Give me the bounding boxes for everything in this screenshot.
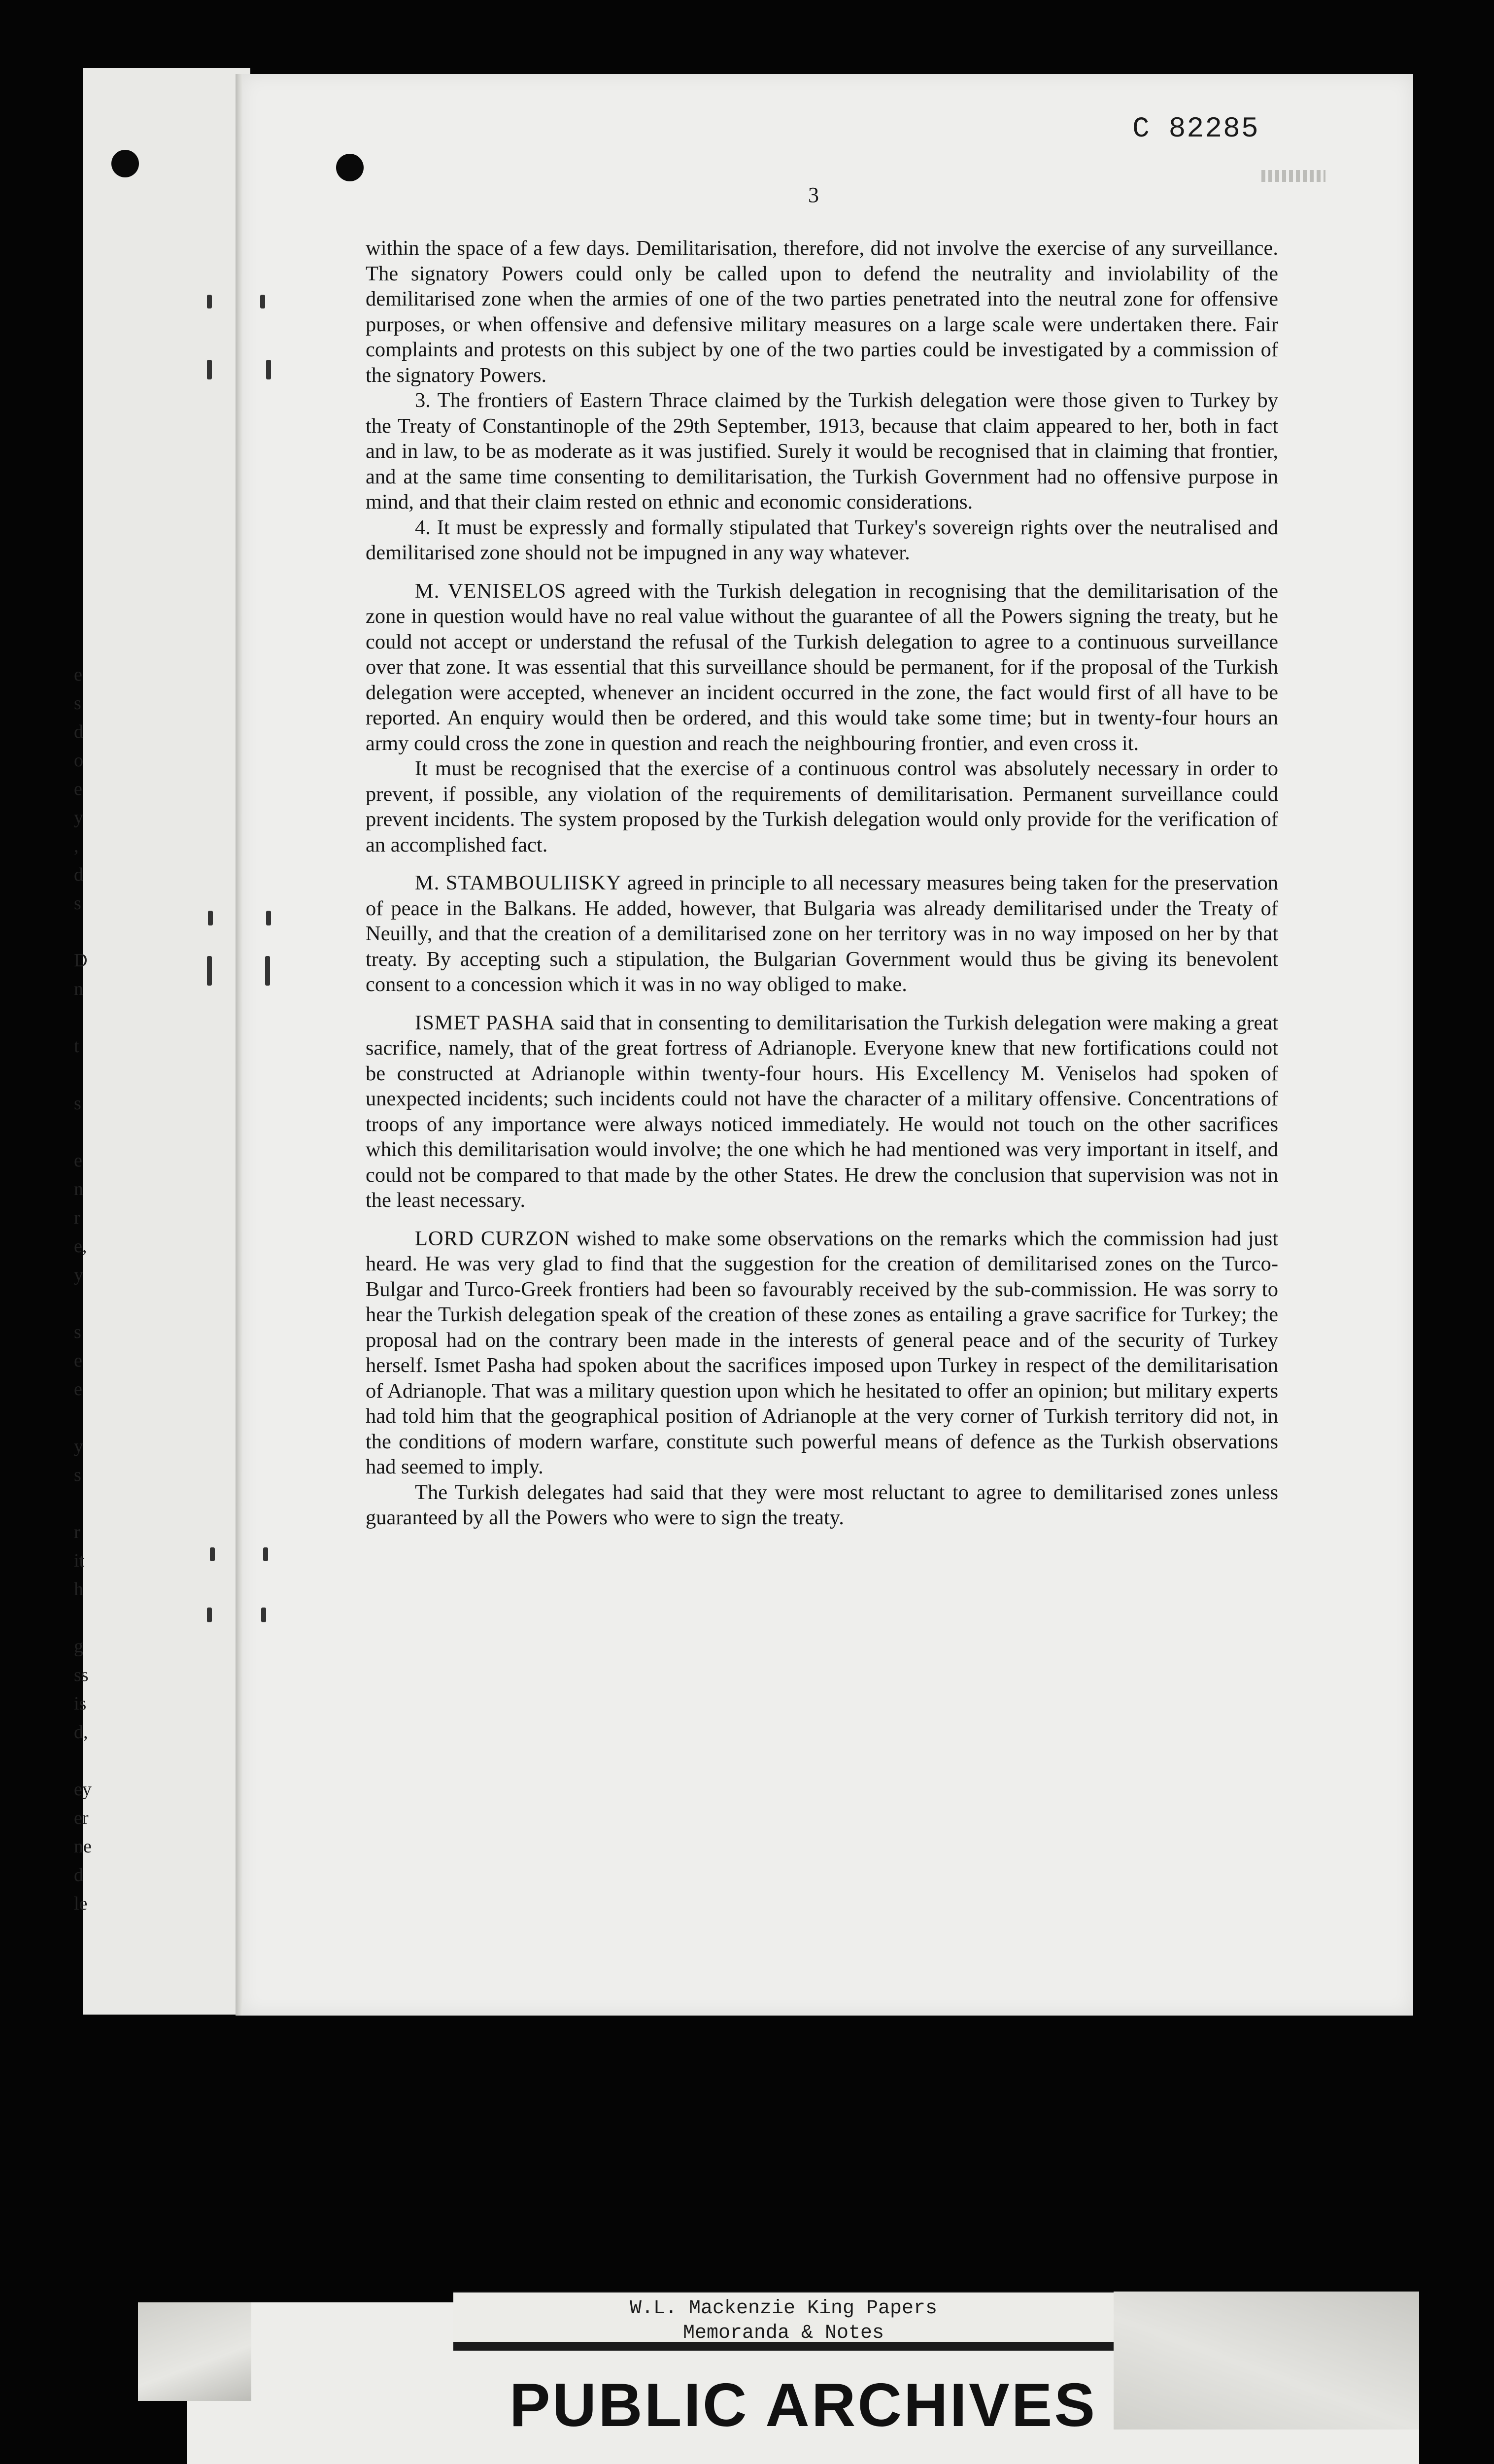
paragraph-text: said that in consenting to demilitarisation the Turkish delegation were making a great sacrifice, namely, that of the great fortress of Adrianople. Everyone knew that new fortifications could not be constructed at Adrianople within twenty-four hours. His Excellency M. Veniselos had spoken of unexpected incidents; such incidents could not have the character of a military offensive. Concentrations of troops of any importance were always noticed immediately. He would not touch on the other sacrifices which this demilitarisation would involve; the one which he had mentioned was very important in itself, and could not be compared to that made by the other States. He drew the conclusion that supervision was not in the least necessary.: [366, 1011, 1278, 1212]
staple-mark: [260, 295, 265, 308]
speaker-name: ISMET PASHA: [415, 1011, 555, 1034]
document-body: [366, 236, 1278, 1531]
margin-fragment: ne: [74, 1836, 92, 1857]
punch-hole-right: [336, 154, 364, 181]
margin-fragment: le: [74, 1893, 88, 1914]
paragraph: [366, 756, 1278, 857]
margin-fragment: [74, 1489, 103, 1518]
margin-fragment: d: [74, 864, 83, 885]
margin-fragment: [74, 1604, 103, 1632]
collection-series: Memoranda & Notes: [682, 2322, 884, 2344]
paragraph: [366, 388, 1278, 515]
margin-fragment: ,: [74, 836, 79, 856]
margin-fragment: e: [74, 1150, 82, 1171]
collection-name: W.L. Mackenzie King Papers: [629, 2297, 938, 2320]
staple-mark: [207, 295, 212, 308]
staple-mark: [207, 1608, 212, 1622]
margin-fragment: e: [74, 664, 82, 685]
margin-fragment: d,: [74, 1722, 88, 1743]
margin-fragment: [74, 1746, 103, 1775]
margin-fragment: y: [74, 807, 83, 828]
margin-fragment: y: [74, 1436, 83, 1457]
margin-fragment: [74, 1118, 103, 1146]
margin-fragment: e: [74, 779, 82, 799]
margin-fragment: [74, 1403, 103, 1432]
margin-fragment: n: [74, 979, 83, 999]
margin-fragment: e: [74, 1350, 82, 1371]
staple-mark: [266, 911, 271, 925]
speaker-name: LORD CURZON: [415, 1227, 570, 1250]
paragraph-text: wished to make some observations on the remarks which the commission had just heard. He was very glad to find that the suggestion for the creation of demilitarised zones on the Turco-Bulgar and Turco-Greek frontiers had been so favourably received by the sub-commission. He was sorry to hear the Turkish delegation speak of the creation of these zones as entailing a grave sacrifice for Turkey; the proposal had on the contrary been made in the interests of general peace and of the security of Turkey herself. Ismet Pasha had spoken about the sacrifices imposed upon Turkey in respect of the demilitarisation of Adrianople. That was a military question upon which he hesitated to offer an opinion; but military experts had told him that the geographical position of Adrianople at the very corner of Turkish territory did not, in the conditions of modern warfare, constitute such powerful means of defence as the Turkish observations had seemed to imply.: [366, 1227, 1278, 1478]
margin-fragment: D: [74, 950, 88, 971]
margin-fragment: t: [74, 1036, 79, 1057]
staple-mark: [263, 1547, 268, 1561]
paragraph: [366, 1010, 1278, 1213]
margin-fragment: d: [74, 1865, 83, 1885]
margin-fragment: r: [74, 1207, 80, 1228]
margin-fragment: r: [74, 1522, 80, 1542]
paragraph-text: agreed with the Turkish delegation in recognising that the demilitarisation of the zone in question would have no real value without the guarantee of all the Powers signing the treaty, but he could not accept or understand the refusal of the Turkish delegation to agree to a continuous surveillance over that zone. It was essential that this surveillance should be permanent, for if the proposal of the Turkish delegation were accepted, whenever an incident occurred in the zone, the fact would first of all have to be reported. An enquiry would then be ordered, and this would take some time; but in twenty-four hours an army could cross the zone in question and reach the neighbouring frontier, and even cross it.: [366, 579, 1279, 755]
margin-fragment: y: [74, 1265, 83, 1285]
underlying-page-margin-text: [74, 660, 103, 1918]
margin-fragment: s: [74, 1465, 81, 1485]
paragraph-text: 4. It must be expressly and formally stipulated that Turkey's sovereign rights over the neutralised and demilitarised zone should not be impugned in any way whatever.: [366, 515, 1278, 564]
paragraph: [366, 515, 1278, 566]
paragraph: [366, 870, 1278, 997]
paragraph-text: 3. The frontiers of Eastern Thrace claimed by the Turkish delegation were those given to Turkey by the Treaty of Constantinople of the 29th September, 1913, because that claim appeared to her, both in fact and in law, to be as moderate as it was justified. Surely it would be recognised that in claiming that frontier, and at the same time consenting to demilitarisation, the Turkish Government had no offensive purpose in mind, and that their claim rested on ethnic and economic considerations.: [366, 389, 1278, 513]
punch-hole-left: [111, 150, 139, 177]
speaker-name: M. STAMBOULIISKY: [415, 871, 622, 894]
margin-fragment: o: [74, 750, 83, 771]
paragraph: [366, 579, 1278, 756]
margin-fragment: e,: [74, 1236, 87, 1257]
staple-mark: [266, 360, 271, 379]
margin-fragment: h: [74, 1579, 83, 1600]
margin-fragment: [74, 1003, 103, 1032]
margin-fragment: [74, 1289, 103, 1318]
margin-fragment: s: [74, 1093, 81, 1114]
margin-fragment: ss: [74, 1665, 89, 1685]
faint-stamp-mark: [1261, 170, 1325, 182]
paragraph-text: within the space of a few days. Demilitarisation, therefore, did not involve the exercise of any surveillance. The signatory Powers could only be called upon to defend the neutrality and inviolability of the demilitarised zone when the armies of one of the two parties penetrated into the neutral zone for offensive purposes, or when offensive and defensive military measures on a large scale were undertaken there. Fair complaints and protests on this subject by one of the two parties could be investigated by a commission of the signatory Powers.: [366, 237, 1278, 387]
staple-mark: [208, 911, 213, 925]
margin-fragment: s: [74, 1322, 81, 1342]
document-reference-number: C 82285: [1132, 113, 1259, 145]
staple-mark: [210, 1547, 215, 1561]
underlying-page: [83, 68, 250, 2015]
speaker-name: M. VENISELOS: [415, 579, 567, 603]
margin-fragment: d: [74, 721, 83, 742]
margin-fragment: g: [74, 1636, 83, 1657]
margin-fragment: ey: [74, 1779, 92, 1800]
margin-fragment: it: [74, 1550, 85, 1571]
paragraph-text: It must be recognised that the exercise of a continuous control was absolutely necessary in order to prevent, if possible, any violation of the requirements of demilitarisation. Permanent surveillance could prevent incidents. The system proposed by the Turkish delegation would only provide for the verification of an accomplished fact.: [366, 757, 1278, 856]
paragraph: [366, 1226, 1278, 1480]
staple-mark: [207, 956, 212, 986]
paragraph-text: The Turkish delegates had said that they were most reluctant to agree to demilitarised zones unless guaranteed by all the Powers who were to sign the treaty.: [366, 1480, 1278, 1529]
margin-fragment: [74, 918, 103, 946]
margin-fragment: s: [74, 693, 81, 714]
page-number: 3: [808, 183, 819, 207]
margin-fragment: e: [74, 1379, 82, 1400]
archives-name-english: PUBLIC ARCHIVES: [509, 2371, 1097, 2439]
paragraph-text: agreed in principle to all necessary measures being taken for the preservation of peace in the Balkans. He added, however, that Bulgaria was already demilitarised under the Treaty of Neuilly, and that the creation of a demilitarised zone on her territory was in no way imposed on her by that treaty. By accepting such a stipulation, the Bulgarian Government would thus be giving its benevolent consent to a concession which it was in no way obliged to make.: [366, 871, 1278, 996]
staple-mark: [265, 956, 270, 986]
page-fold-shadow: [236, 74, 242, 2016]
staple-mark: [207, 360, 212, 379]
staple-mark: [261, 1608, 266, 1622]
margin-fragment: n: [74, 1179, 83, 1199]
margin-fragment: er: [74, 1808, 89, 1828]
paragraph: [366, 236, 1278, 388]
margin-fragment: s: [74, 893, 81, 914]
margin-fragment: [74, 1061, 103, 1089]
margin-fragment: is: [74, 1693, 87, 1714]
paragraph: [366, 1480, 1278, 1531]
